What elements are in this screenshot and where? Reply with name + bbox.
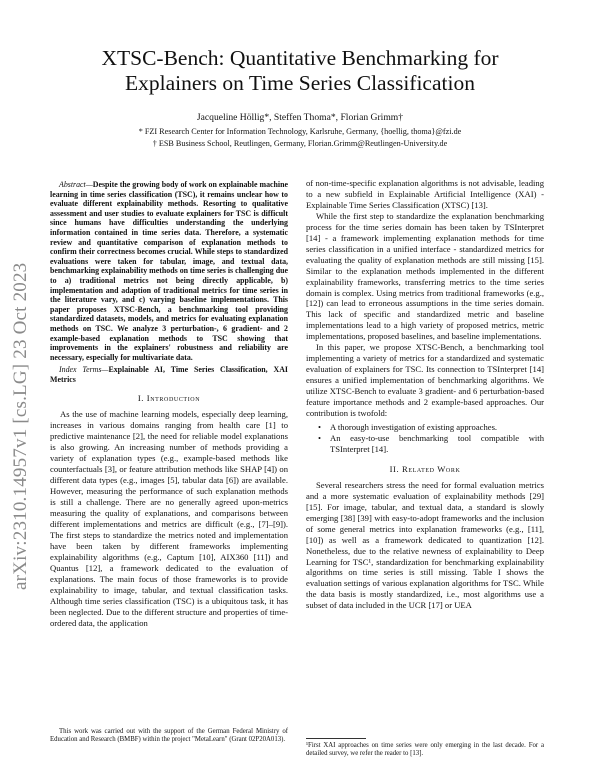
introduction-paragraph: As the use of machine learning models, especially deep learning, increases in various domains ranging from health care [1] to predictive maintenance [2], the need for reliable model explanations is also growing. An increasing number of methods providing a variety of explanation types (e.g., example-based methods like counterfactuals [3], or feature attribution methods like SHAP [4]) on different data types (e.g., images [5], tabular data [6]) are available. However, measuring the performance of such explanation methods is still a challenge. There are no generally agreed upon-metrics measuring the quality of explanations, and comparisons between different implementations and metrics are difficult (e.g., [7]–[9]). The first steps to standardize the metrics noted and implementation have been taken by different frameworks implementing explainability algorithms (e.g., Captum [10], AIX360 [11]) and Quantus [12], a framework dedicated to the evaluation of explanations. The main focus of those frameworks is to provide explainability to image, tabular, and textual classification tasks. Although time series classification (TSC) is a ubiquitous task, it has been neglected. Due to the different structure and properties of time-ordered data, the application <box>50 409 288 628</box>
arxiv-stamp-text: arXiv:2310.14957v1 [cs.LG] 23 Oct 2023 <box>10 262 31 590</box>
index-terms-body: Explainable AI, Time Series Classification, XAI Metrics <box>50 365 288 384</box>
abstract-body: Despite the growing body of work on explainable machine learning in time series classification (TSC), it remains unclear how to evaluate different explainability methods. Resorting to qualitative assessment and user studies to evaluate explainers for TSC is difficult since humans have difficulties understanding the underlying information contained in time series data. Therefore, a systematic review and quantitative comparison of explanation methods to confirm their correctness becomes crucial. While steps to standardized evaluations were taken for tabular, image, and textual data, benchmarking explainability methods on time series is challenging due to a) traditional metrics not being directly applicable, b) implementation and adaption of traditional metrics for time series in the literature vary, and c) varying baseline implementations. This paper proposes XTSC-Bench, a benchmarking tool providing standardized datasets, models, and metrics for evaluating explanation methods on TSC. We analyze 3 perturbation-, 6 gradient- and 2 example-based explanation methods to TSC showing that improvements in the explainers' robustness and reliability are necessary, especially for multivariate data. <box>50 180 288 362</box>
arxiv-stamp <box>8 190 34 590</box>
abstract <box>50 180 288 362</box>
affiliation-fzi: * FZI Research Center for Information Technology, Karlsruhe, Germany, {hoellig, thoma}@fzi.de <box>138 127 462 136</box>
funding-footnote-block <box>50 728 288 744</box>
footnote-rule <box>306 738 366 739</box>
related-work-paragraph: Several researchers stress the need for formal evaluation metrics and a more systematic evaluation of explainability methods [29] [15]. For image, tabular, and textual data, a standard is slowly emerging [38] [39] with easy-to-adopt frameworks and the inclusion of some general metrics into explanation frameworks (e.g., [11], [10]) as well as a framework dedicated to quantization [12]. Nonetheless, due to the relative newness of explainability to Deep Learning for TSC¹, standardization for benchmarking explainability algorithms on time series is still missing. Table I shows the evaluation settings of various explanation algorithms for TSC. While the data basis is mostly standardized, i.e., most algorithms use a subset of data included in the UCR [17] or UEA <box>306 479 544 611</box>
contribution-item: • A thorough investigation of existing approaches. <box>318 422 544 433</box>
footnote-block <box>306 738 544 758</box>
footnote-1: ¹First XAI approaches on time series were only emerging in the last decade. For a detailed survey, we refer the reader to [13]. <box>306 742 544 758</box>
right-column <box>306 178 544 611</box>
index-terms <box>50 365 288 384</box>
intro-continued-paragraph: of non-time-specific explanation algorithms is not advisable, leading to a new subfield in Explainable Artificial Intelligence (XAI) - Explainable Time Series Classification (XTSC) [13]. <box>306 178 544 210</box>
author-list: Jacqueline Höllig*, Steffen Thoma*, Florian Grimm† <box>196 112 404 123</box>
paper-title: XTSC-Bench: Quantitative Benchmarking for Explainers on Time Series Classification <box>101 46 499 95</box>
contribution-list <box>306 422 544 455</box>
section-heading-related-work: II. Related Work <box>389 463 461 474</box>
left-column <box>50 180 288 629</box>
contribution-item: • An easy-to-use benchmarking tool compatible with TSInterpret [14]. <box>318 433 544 455</box>
funding-note: This work was carried out with the support of the German Federal Ministry of Education and Research (BMBF) within the project "MetaLearn" (Grant 02P20A013). <box>50 728 288 744</box>
proposal-paragraph: In this paper, we propose XTSC-Bench, a benchmarking tool implementing a variety of metrics for a standardized and systematic evaluation of explainers for TSC. Its connection to TSInterpret [14] ensures a unified implementation of benchmarking algorithms. We utilize XTSC-Bench to evaluate 3 gradient- and 6 perturbation-based feature importance methods and 2 example-based approaches. Our contribution is twofold: <box>306 342 544 419</box>
affiliation-esb: † ESB Business School, Reutlingen, Germany, Florian.Grimm@Reutlingen-University.de <box>152 139 448 148</box>
abstract-lead: Abstract— <box>59 180 93 189</box>
section-heading-introduction: I. Introduction <box>137 393 201 404</box>
index-terms-lead: Index Terms— <box>59 365 109 375</box>
tsinterpret-paragraph: While the first step to standardize the explanation benchmarking process for the time series domain has been taken by TSInterpret [14] - a framework implementing explanation methods for time series classification in a unified interface - standardized metrics for evaluating the quality of explanation methods are still missing [15]. Similar to the explanation methods implemented in the different explainability frameworks, transferring metrics to the time series domain is complex. Using metrics from traditional frameworks (e.g., [12]) can lead to erroneous assumptions in the time series domain. This lack of specific and standardized metric and baseline implementations lead to a high variety of proposed metrics, metric implementations, proposed baselines, and baseline implementations. <box>306 210 544 342</box>
